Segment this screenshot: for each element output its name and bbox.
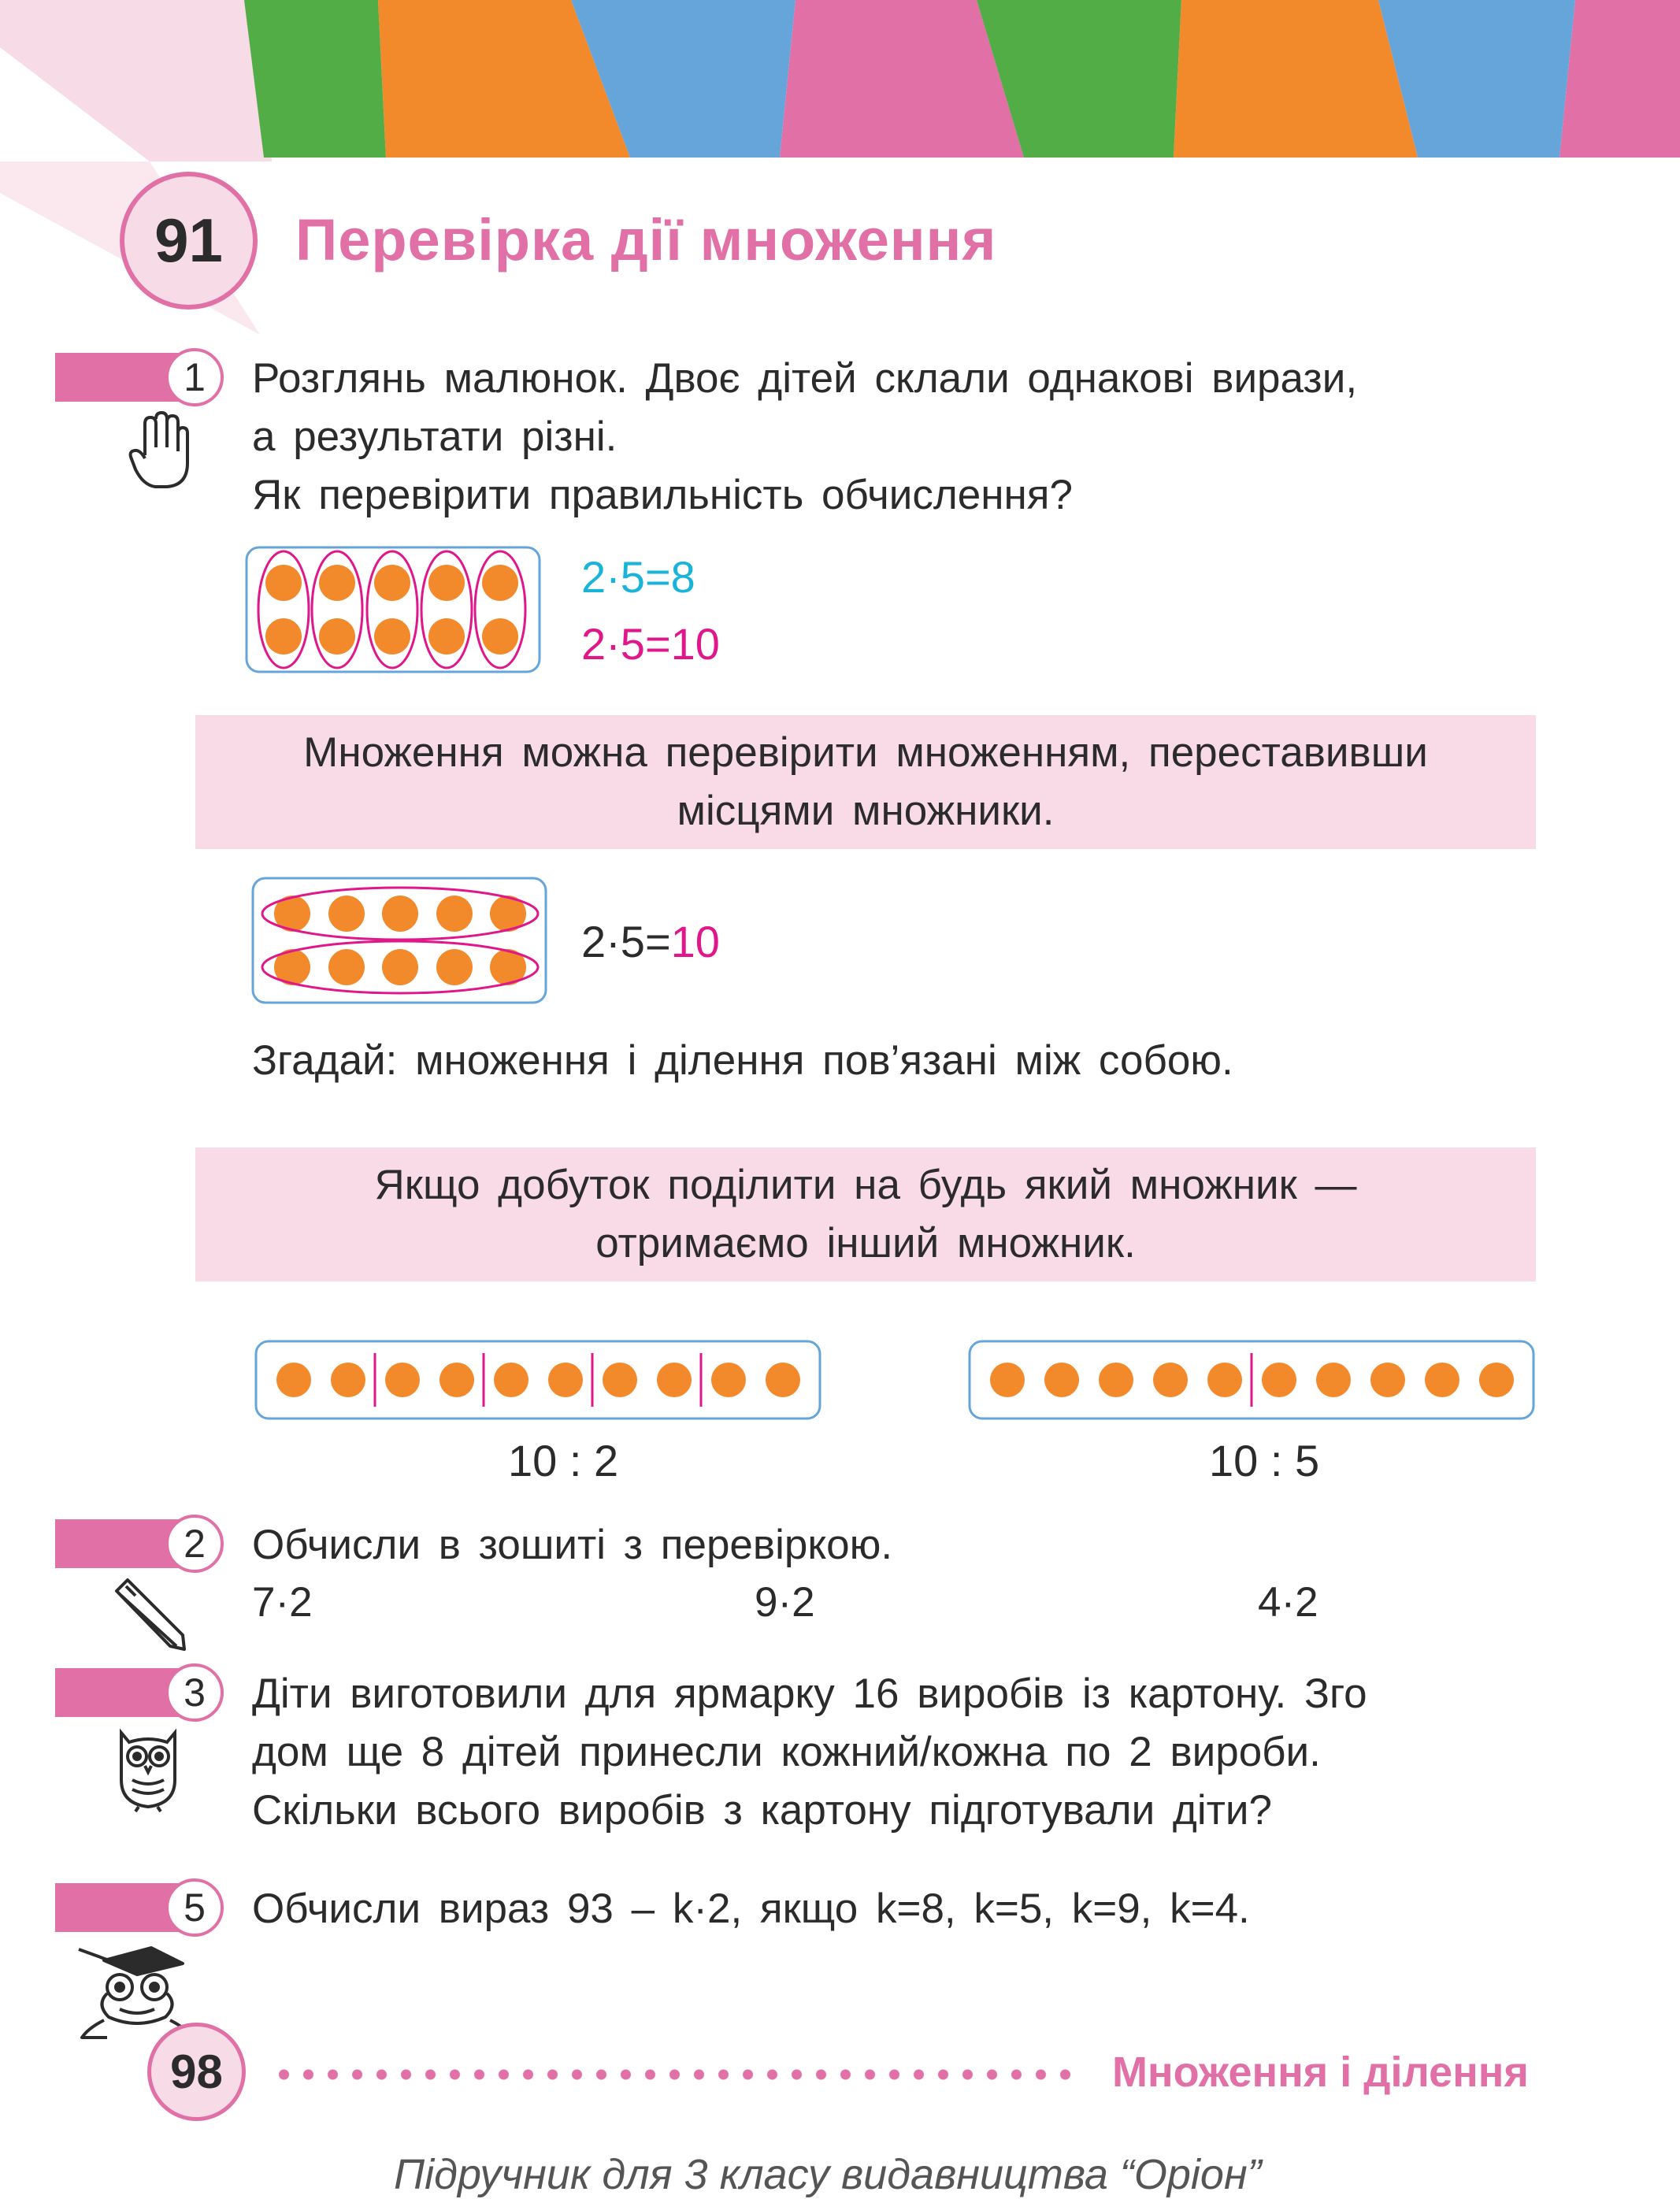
- task-3-line-2: дом ще 8 дітей принесли кожний/кожна по 2 вироби.: [252, 1729, 1321, 1775]
- task-1-line-1: Розглянь малюнок. Двоє дітей склали однакові вирази,: [252, 355, 1358, 402]
- task-5-number: 5: [165, 1878, 224, 1937]
- division-label-1: 10 : 2: [508, 1436, 619, 1485]
- equation-check-value: 10: [670, 917, 720, 966]
- remember-text: Згадай: множення і ділення пов’язані між собою.: [252, 1037, 1233, 1084]
- task-2-number: 2: [165, 1515, 224, 1573]
- rule-1-line-2: місцями множники.: [677, 788, 1055, 834]
- footer-section-title: Множення і ділення: [1112, 2049, 1529, 2096]
- rule-box-2: [195, 1148, 1536, 1281]
- rule-2-line-2: отримаємо інший множник.: [595, 1220, 1136, 1266]
- pencil-icon: [110, 1577, 189, 1652]
- task-2-expression-3: 4·2: [1258, 1579, 1318, 1626]
- task-1-number: 1: [165, 348, 224, 406]
- equation-right: [581, 618, 720, 669]
- dots-picture-columns: [244, 545, 543, 675]
- hand-icon: [128, 408, 191, 491]
- equation-check: [581, 916, 720, 967]
- rule-1-line-1: Множення можна перевірити множенням, переставивши: [303, 729, 1428, 776]
- lesson-number: 91: [120, 172, 258, 310]
- task-5-text: Обчисли вираз 93 – k·2, якщо k=8, k=5, k=9, k=4.: [252, 1886, 1250, 1932]
- task-3-line-1: Діти виготовили для ярмарку 16 виробів із картону. Зго: [252, 1671, 1367, 1717]
- task-3-number: 3: [165, 1663, 224, 1722]
- equation-right-expression: 2·5=: [581, 619, 671, 669]
- dots-picture-rows: [250, 876, 550, 1006]
- equation-check-expression: 2·5=: [581, 917, 671, 966]
- division-picture-10-5: [967, 1339, 1536, 1422]
- task-2-expression-1: 7·2: [252, 1579, 313, 1626]
- page-number: 98: [147, 2023, 246, 2121]
- rule-box-1: [195, 715, 1536, 849]
- division-label-2: 10 : 5: [1209, 1436, 1320, 1485]
- rule-2-line-1: Якщо добуток поділити на будь який множник —: [374, 1162, 1357, 1208]
- footer-dotted-line: [272, 2069, 1083, 2080]
- task-1-line-3: Як перевірити правильність обчислення?: [252, 472, 1073, 518]
- task-3-line-3: Скільки всього виробів з картону підготували діти?: [252, 1787, 1272, 1834]
- division-picture-10-2: [254, 1339, 822, 1422]
- owl-icon: [112, 1725, 184, 1813]
- lesson-title: Перевірка дії множення: [295, 207, 997, 273]
- task-2-text: Обчисли в зошиті з перевіркою.: [252, 1522, 893, 1568]
- equation-right-value: 10: [670, 619, 720, 669]
- equation-wrong: 2·5=8: [581, 552, 695, 602]
- task-2-expression-2: 9·2: [755, 1579, 815, 1626]
- decorative-banner: [0, 0, 1680, 161]
- bottom-partial-text: Підручник для 3 класу видавництва “Оріон”: [394, 2151, 1262, 2198]
- task-1-line-2: а результати різні.: [252, 413, 617, 460]
